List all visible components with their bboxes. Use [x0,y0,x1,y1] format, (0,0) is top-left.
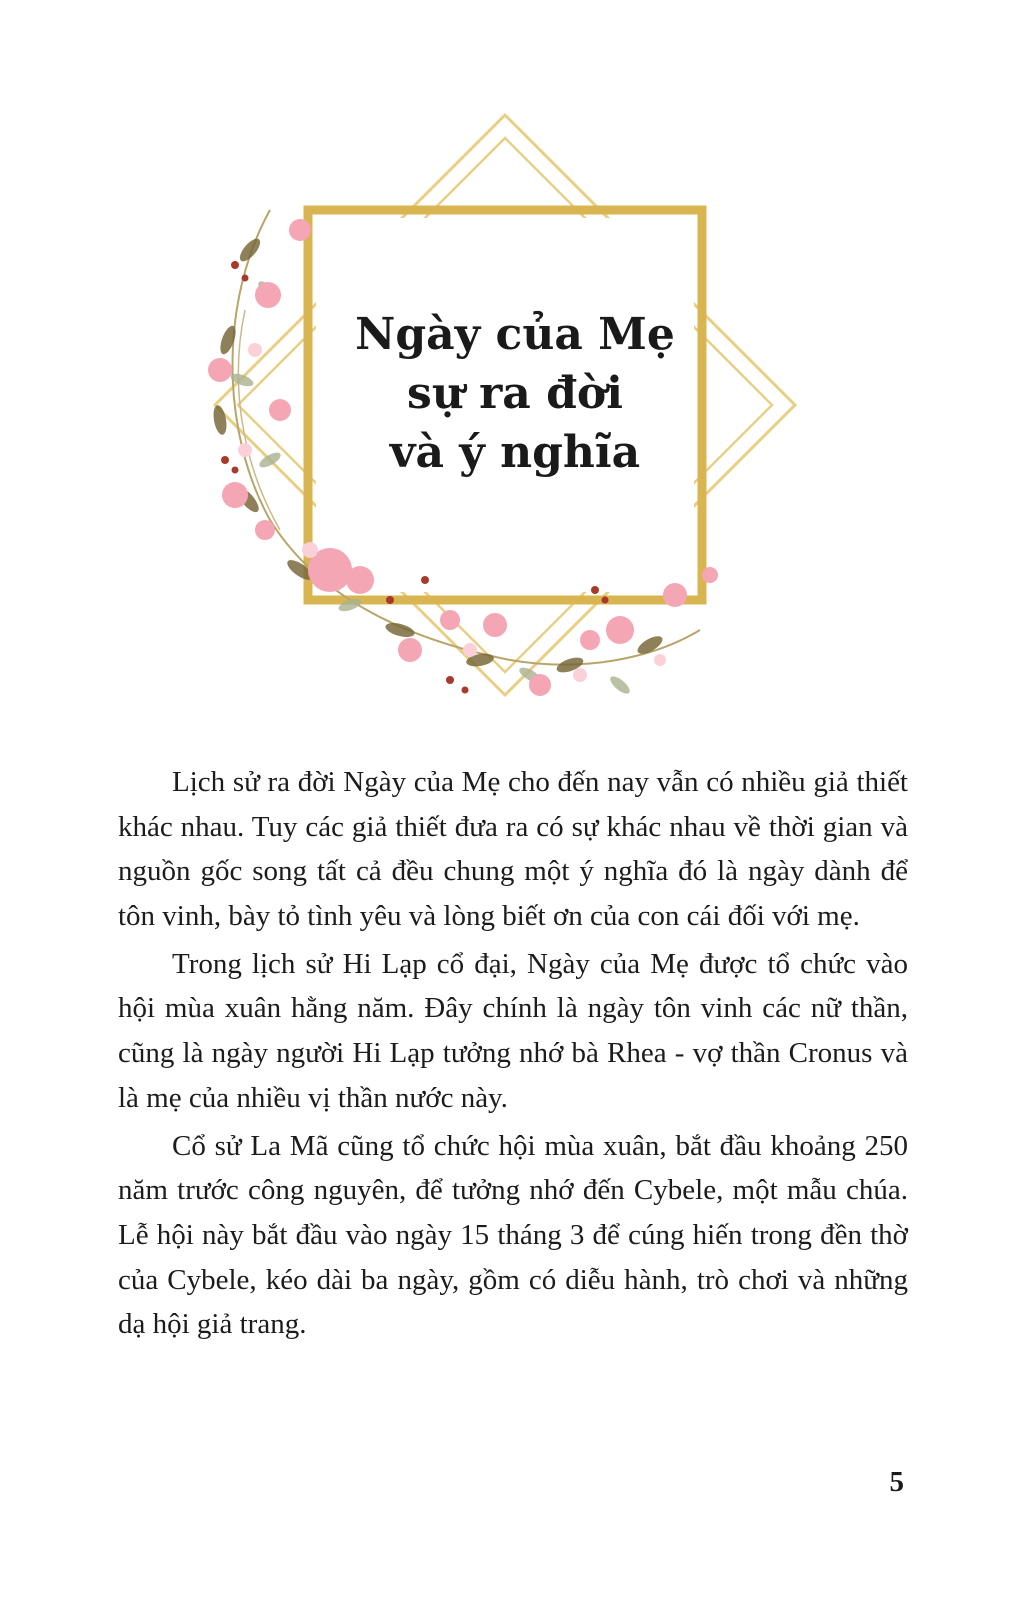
paragraph: Cổ sử La Mã cũng tổ chức hội mùa xuân, bắt đầu khoảng 250 năm trước công nguyên, để tưởng nhớ đến Cybele, một mẫu chúa. Lễ hội này bắt đầu vào ngày 15 tháng 3 để cúng hiến trong đền thờ của Cybele, kéo dài ba ngày, gồm có diễu hành, trò chơi và những dạ hội giả trang. [118,1129,908,1341]
paragraph: Trong lịch sử Hi Lạp cổ đại, Ngày của Mẹ được tổ chức vào hội mùa xuân hằng năm. Đây chính là ngày tôn vinh các nữ thần, cũng là ngày người Hi Lạp tưởng nhớ bà Rhea - vợ thần Cronus và là mẹ của nhiều vị thần nước này. [118,947,908,1114]
title-line-1: Ngày của Mẹ [355,309,675,360]
page-title [300,305,730,482]
title-line-3: và ý nghĩa [389,427,641,478]
page-number: 5 [889,1466,904,1498]
paragraph: Lịch sử ra đời Ngày của Mẹ cho đến nay vẫn có nhiều giả thiết khác nhau. Tuy các giả thiết đưa ra có sự khác nhau về thời gian và nguồn gốc song tất cả đều chung một ý nghĩa đó là ngày dành để tôn vinh, bày tỏ tình yêu và lòng biết ơn của con cái đối với mẹ. [118,766,908,932]
body-text [118,760,908,1350]
title-line-2: sự ra đời [407,368,623,419]
